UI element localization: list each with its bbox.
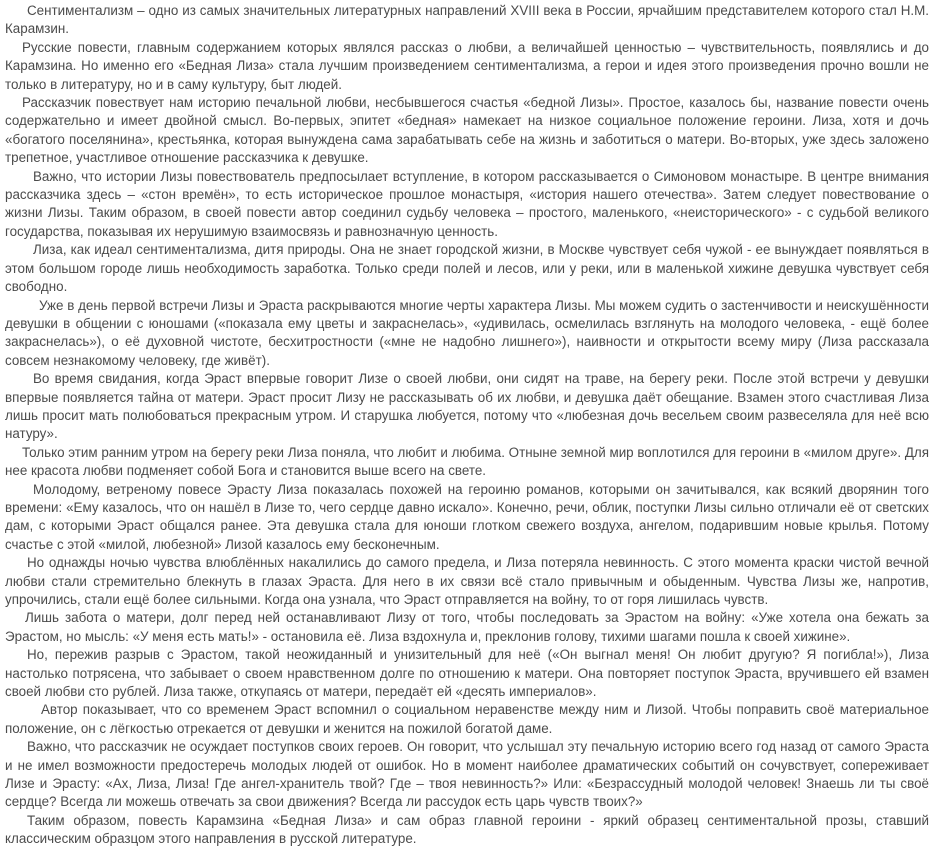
paragraph-intro: Сентиментализм – одно из самых значительных литературных направлений XVIII века в России, ярчайшим представителем которого стал Н.М. Карамзин. [5,3,929,37]
paragraph-erast: Молодому, ветреному повесе Эрасту Лиза показалась похожей на героиню романов, которыми он зачитывался, как всякий дворянин того времени: «Ему казалось, что он нашёл в Лизе то, чего сердце давно искало». Конечно, речи, облик, поступки Лизы сильно отличали её от светских дам, с которыми Эраст общался ранее. Эта девушка стала для юноши глотком свежего воздуха, ангелом, подарившим новые крылья. Потому счастье с этой «милой, любезной» Лизой казалось ему бесконечным. [5,481,929,552]
paragraph-morning: Только этим ранним утром на берегу реки Лиза поняла, что любит и любима. Отныне земной мир воплотился для героини в «милом друге». Для нее красота любви подменяет собой Бога и становится выше всего на свете. [5,444,929,479]
paragraph-night: Но однажды ночью чувства влюблённых накалились до самого предела, и Лиза потеряла невинность. С этого момента краски чистой вечной любви стали стремительно блекнуть в глазах Эраста. Для него в их связи всё стало привычным и обыденным. Чувства Лизы же, напротив, упрочились, стали ещё более сильными. Когда она узнала, что Эраст отправляется на войну, то от горя лишилась чувств. [5,555,929,607]
paragraph-mother-duty: Лишь забота о матери, долг перед ней останавливают Лизу от того, чтобы последовать за Эрастом на войну: «Уже хотела она бежать за Эрастом, но мысль: «У меня есть мать!» - остановила её. Лиза вздохнула и, преклонив голову, тихими шагами пошла к своей хижине». [5,610,929,644]
paragraph-nature-child: Лиза, как идеал сентиментализма, дитя природы. Она не знает городской жизни, в Москве чувствует себя чужой - ее вынуждает появляться в этом большом городе лишь необходимость заработка. Только среди полей и лесов, или у реки, или в маленькой хижине девушка чувствует себя свободно. [5,242,929,295]
paragraph-first-meeting: Уже в день первой встречи Лизы и Эраста раскрываются многие черты характера Лизы. Мы можем судить о застенчивости и неискушённости девушки в общении с юношами («показала ему цветы и закраснелась», «удивилась, осмелилась взглянуть на молодого человека, - ещё более закраснелась»), о её духовной чистоте, бесхитростности («мне не надобно лишнего»), наивности и открытости всему миру (Лиза рассказала совсем незнакомому человеку, где живёт). [5,297,929,368]
paragraph-monastery: Важно, что истории Лизы повествователь предпосылает вступление, в котором рассказывается о Симоновом монастыре. В центре внимания рассказчика здесь – «стон времён», то есть историческое прошлое монастыря, «история нашего отечества». Затем следует повествование о жизни Лизы. Таким образом, в своей повести автор соединил судьбу человека – простого, маленького, «неисторического» - с судьбой великого государства, показывая их нерушимую взаимосвязь и равнозначную ценность. [5,168,929,239]
paragraph-social-inequality: Автор показывает, что со временем Эраст вспомнил о социальном неравенстве между ним и Лизой. Чтобы поправить своё материальное положение, он с лёгкостью отрекается от девушки и женится на пожилой богатой даме. [5,702,929,736]
paragraph-narrator-judgment: Важно, что рассказчик не осуждает поступков своих героев. Он говорит, что услышал эту печальную историю всего год назад от самого Эраста и не имел возможности предостеречь молодых людей от ошибок. Но в момент наиболее драматических событий он сочувствует, сопереживает Лизе и Эрасту: «Ах, Лиза, Лиза! Где ангел-хранитель твой? Где – твоя невинность?» Или: «Безрассудный молодой человек! Знаешь ли ты своё сердце? Всегда ли можешь отвечать за свои движения? Всегда ли рассудок есть царь чувств твоих?» [5,739,929,810]
paragraph-conclusion: Таким образом, повесть Карамзина «Бедная Лиза» и сам образ главной героини - яркий образец сентиментальной прозы, ставший классическим образцом этого направления в русской литературе. [5,812,929,847]
paragraph-narrator: Рассказчик повествует нам историю печальной любви, несбывшегося счастья «бедной Лизы». Простое, казалось бы, название повести очень содержательно и имеет двойной смысл. Во-первых, эпитет «бедная» намекает на низкое социальное положение героини. Лиза, хотя и дочь «богатого поселянина», крестьянка, которая вынуждена сама зарабатывать себе на жизнь и заботиться о матери. Во-вторых, уже здесь заложено трепетное, участливое отношение рассказчика к девушке. [5,95,929,166]
paragraph-date: Во время свидания, когда Эраст впервые говорит Лизе о своей любви, они сидят на траве, на берегу реки. После этой встречи у девушки впервые появляется тайна от матери. Эраст просит Лизу не рассказывать об их любви, и девушка даёт обещание. Взамен этого счастливая Лиза лишь просит мать полюбоваться прекрасным утром. И старушка любуется, потому что «любезная дочь весельем своим развеселяла для неё всю натуру». [5,371,929,442]
paragraph-breakup: Но, пережив разрыв с Эрастом, такой неожиданный и унизительный для неё («Он выгнал меня! Он любит другую? Я погибла!»), Лиза настолько потрясена, что забывает о своем нравственном долге по отношению к матери. Она повторяет поступок Эраста, вручившего ей взамен своей любви сто рублей. Лиза также, откупаясь от матери, передаёт ей «десять империалов». [5,647,929,700]
paragraph-russian-tales: Русские повести, главным содержанием которых являлся рассказ о любви, а величайшей ценностью – чувствительность, появлялись и до Карамзина. Но именно его «Бедная Лиза» стала лучшим произведением сентиментализма, а герои и идея этого произведения прочно вошли не только в литературу, но и в саму культуру, быт людей. [5,39,929,92]
